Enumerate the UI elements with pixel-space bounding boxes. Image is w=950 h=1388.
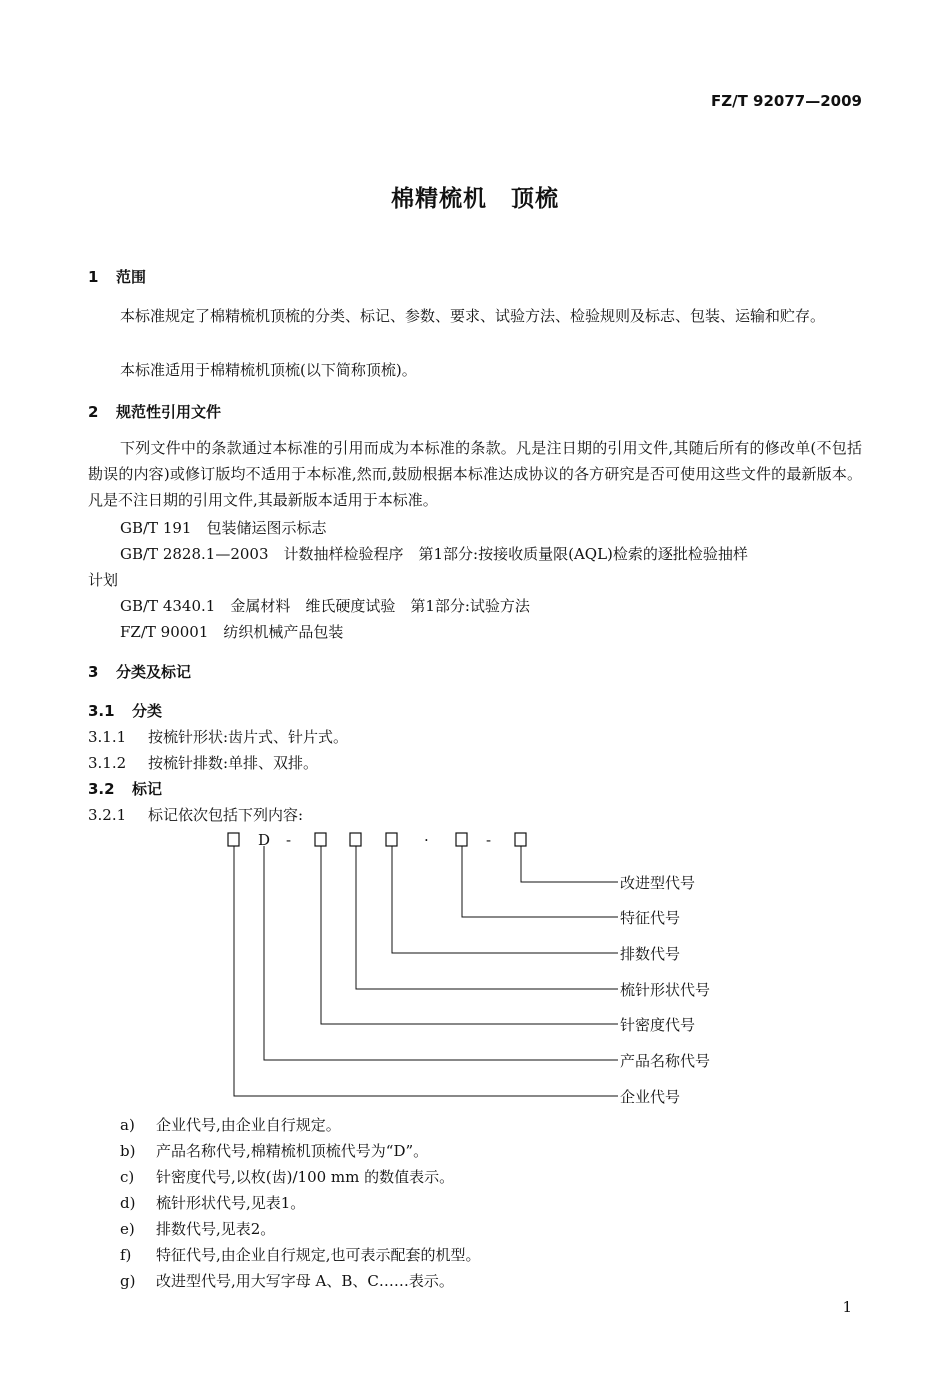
reference-item: FZ/T 90001 纺织机械产品包装 bbox=[120, 623, 344, 641]
list-item bbox=[120, 1270, 454, 1291]
diagram-label: 梳针形状代号 bbox=[620, 981, 711, 999]
subsection-number: 3.1.2 bbox=[88, 754, 127, 772]
leader-line bbox=[521, 846, 618, 882]
list-item bbox=[120, 1218, 275, 1239]
list-item-text: 特征代号,由企业自行规定,也可表示配套的机型。 bbox=[156, 1246, 481, 1264]
subsection-title: 分类 bbox=[132, 702, 163, 720]
enterprise-code-box bbox=[228, 833, 239, 846]
reference-item: GB/T 4340.1 金属材料 维氏硬度试验 第1部分:试验方法 bbox=[120, 597, 530, 615]
section-title: 分类及标记 bbox=[116, 663, 192, 681]
leader-line bbox=[321, 846, 618, 1024]
list-item-label: a) bbox=[120, 1116, 135, 1134]
list-item bbox=[120, 1140, 428, 1161]
improvement-code-box bbox=[515, 833, 526, 846]
subsection-number: 3.2 bbox=[88, 780, 115, 798]
section-number: 3 bbox=[88, 663, 99, 681]
list-item-label: b) bbox=[120, 1142, 136, 1160]
list-item bbox=[120, 1114, 341, 1135]
list-item bbox=[120, 1244, 481, 1265]
subsection-text: 标记依次包括下列内容: bbox=[148, 806, 304, 824]
row-count-box bbox=[386, 833, 397, 846]
section-title: 范围 bbox=[116, 268, 147, 286]
leader-line bbox=[234, 846, 618, 1096]
diagram-label: 企业代号 bbox=[620, 1088, 681, 1106]
dot-separator: · bbox=[424, 831, 429, 849]
subsection-text: 按梳针形状:齿片式、针片式。 bbox=[148, 728, 349, 746]
page-number: 1 bbox=[842, 1298, 852, 1316]
subsection-number: 3.1.1 bbox=[88, 728, 127, 746]
section-1-paragraph-2: 本标准适用于棉精梳机顶梳(以下简称顶梳)。 bbox=[120, 361, 417, 379]
list-item-text: 针密度代号,以枚(齿)/100 mm 的数值表示。 bbox=[156, 1168, 455, 1186]
list-item-text: 排数代号,见表2。 bbox=[156, 1220, 276, 1238]
section-title: 规范性引用文件 bbox=[116, 403, 222, 421]
section-1-paragraph-1: 本标准规定了棉精梳机顶梳的分类、标记、参数、要求、试验方法、检验规则及标志、包装、运输和贮存。 bbox=[120, 307, 826, 325]
subsection-number: 3.1 bbox=[88, 702, 115, 720]
list-item bbox=[120, 1192, 305, 1213]
list-item bbox=[120, 1166, 454, 1187]
diagram-label: 排数代号 bbox=[620, 945, 681, 963]
separator: - bbox=[486, 831, 492, 849]
list-item-text: 改进型代号,用大写字母 A、B、C……表示。 bbox=[156, 1272, 454, 1290]
list-item-label: e) bbox=[120, 1220, 135, 1238]
feature-code-box bbox=[456, 833, 467, 846]
needle-shape-box bbox=[350, 833, 361, 846]
diagram-label: 特征代号 bbox=[620, 909, 681, 927]
standard-number: FZ/T 92077—2009 bbox=[711, 92, 862, 110]
subsection-title: 标记 bbox=[132, 780, 163, 798]
diagram-label: 改进型代号 bbox=[620, 874, 696, 892]
list-item-label: c) bbox=[120, 1168, 135, 1186]
subsection-text: 按梳针排数:单排、双排。 bbox=[148, 754, 319, 772]
product-letter: D bbox=[258, 831, 271, 849]
list-item-label: d) bbox=[120, 1194, 136, 1212]
list-item-text: 企业代号,由企业自行规定。 bbox=[156, 1116, 341, 1134]
reference-item: GB/T 191 包装储运图示标志 bbox=[120, 519, 327, 537]
needle-density-box bbox=[315, 833, 326, 846]
leader-line bbox=[392, 846, 618, 953]
list-item-label: f) bbox=[120, 1246, 132, 1264]
diagram-label: 产品名称代号 bbox=[620, 1052, 711, 1070]
separator: - bbox=[286, 831, 292, 849]
document-title: 棉精梳机 顶梳 bbox=[391, 186, 559, 212]
diagram-label: 针密度代号 bbox=[620, 1016, 696, 1034]
reference-item-continuation: 计划 bbox=[88, 571, 119, 589]
section-number: 1 bbox=[88, 268, 99, 286]
list-item-label: g) bbox=[120, 1272, 136, 1290]
section-2-paragraph: 下列文件中的条款通过本标准的引用而成为本标准的条款。凡是注日期的引用文件,其随后所有的修改单(不包括勘误的内容)或修订版均不适用于本标准,然而,鼓励根据本标准达成协议的各方研究是否可使用这些文件的最新版本。凡是不注日期的引用文件,其最新版本适用于本标准。 bbox=[88, 439, 862, 509]
list-item-text: 产品名称代号,棉精梳机顶梳代号为“D”。 bbox=[156, 1142, 429, 1160]
list-item-text: 梳针形状代号,见表1。 bbox=[156, 1194, 306, 1212]
reference-item: GB/T 2828.1—2003 计数抽样检验程序 第1部分:按接收质量限(AQL)检索的逐批检验抽样 bbox=[120, 545, 748, 563]
subsection-number: 3.2.1 bbox=[88, 806, 127, 824]
section-number: 2 bbox=[88, 403, 99, 421]
